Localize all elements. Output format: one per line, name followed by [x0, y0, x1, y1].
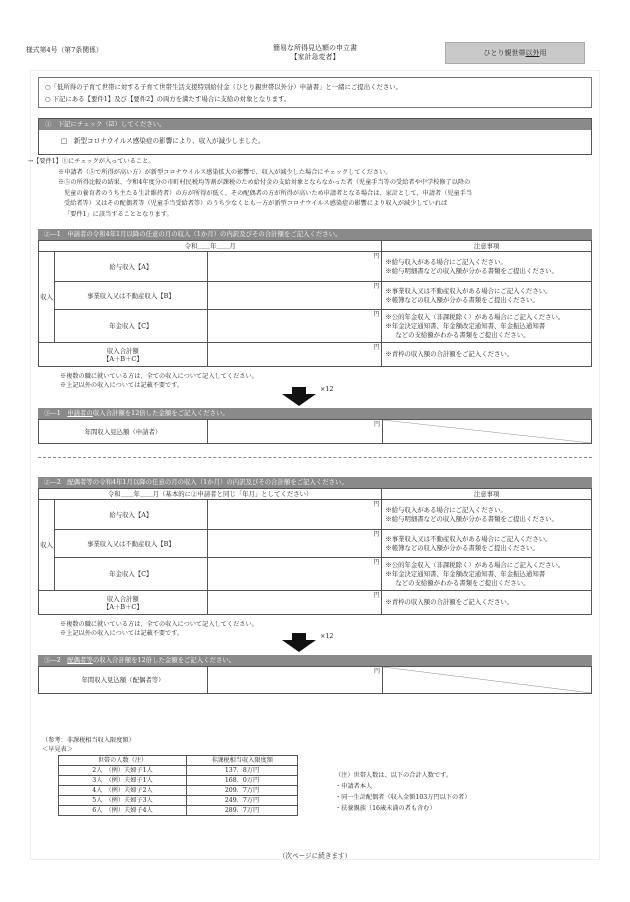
yen-label: 円 [373, 668, 380, 675]
spouse-period: 令和＿＿年＿＿月（基本的に②申請者と同じ「年月」としてください） [39, 489, 382, 500]
yen-label: 円 [373, 501, 380, 508]
section-3-2-header [38, 655, 592, 666]
footnote: ※上記以外の収入については記載不要です。 [60, 382, 184, 389]
yen-label: 円 [373, 559, 380, 566]
intro-line1: ○「低所得の子育て世帯に対する子育て世帯生活支援特別給付金（ひとり親世帯以外分）申請書」と一緒にご提出ください。 [45, 83, 403, 91]
note-line: ※帳簿などの収入額が分かる書類をご提出ください。 [385, 295, 539, 304]
note-line: ※給与明細書などの収入額が分かる書類をご提出ください。 [385, 514, 558, 523]
applicant-salary-input[interactable] [207, 252, 382, 282]
spouse-total-input[interactable] [207, 591, 382, 615]
footnote: ※上記以外の収入については記載不要です。 [60, 630, 184, 637]
total-label-line1: 収入合計額 [106, 594, 139, 603]
applicant-period: 令和＿＿年＿＿月 [39, 241, 382, 252]
applicant-total-input[interactable] [207, 343, 382, 367]
ref-people: 6人 （例）夫婦子4人 [59, 806, 187, 816]
note-line: などの支給額がわかる書類をご提出ください。 [395, 330, 530, 339]
ref-col-header: 世帯の人数（注） [59, 756, 187, 766]
ref-amount: 289．7万円 [187, 806, 298, 816]
diagonal-blank-cell [383, 420, 592, 444]
section-2-1-header: ②―1 申請者の令和4年1月以降の任意の月の収入（1か月）の内訳及びその合計額をご記入ください。 [38, 229, 592, 240]
yen-label: 円 [373, 592, 380, 599]
reference-title-line: （参考：非課税相当収入限度額） [42, 737, 135, 744]
ref-col-header: 非課税相当収入限度額 [187, 756, 298, 766]
spouse-income-table [38, 488, 592, 615]
household-type-tag [445, 42, 585, 64]
header-underline: 申請者の [67, 409, 93, 417]
continued-footer: （次ページに続きます） [278, 852, 352, 860]
req1-line4: 児童の養育者のうち主たる生計維持者）の方が所得が低く、その配偶者の方が所得が高いため申請者となる場合は、家計として、申請者（児童手当 [64, 189, 473, 197]
note-line: ※年金決定通知書、年金額改定通知書、年金振込通知書 [385, 569, 546, 578]
applicant-notes-header: 注意事項 [382, 241, 592, 252]
ref-amount: 209．7万円 [187, 786, 298, 796]
header-prefix: ③―1 [44, 409, 68, 417]
income-limit-table [58, 755, 298, 816]
spouse-annual-table [38, 666, 592, 694]
yen-label: 円 [373, 344, 380, 351]
spouse-salary-input[interactable] [207, 500, 382, 530]
yen-label: 円 [373, 283, 380, 290]
applicant-row-label: 給与収入【A】 [54, 252, 207, 282]
applicant-pension-input[interactable] [207, 310, 382, 343]
spouse-pension-input[interactable] [207, 558, 382, 591]
footnote: ※複数の職に就いている方は、全ての収入について記入してください。 [60, 373, 258, 380]
ref-amount: 137．8万円 [187, 766, 298, 776]
tag-underline: 以外 [525, 49, 540, 57]
footnote: ※複数の職に就いている方は、全ての収入について記入してください。 [60, 621, 258, 628]
spouse-annual-label: 年間収入見込額（配偶者等） [39, 667, 208, 694]
spouse-row-note [382, 530, 592, 558]
total-label-line2: 【A＋B＋C】 [102, 354, 143, 363]
ref-amount: 168．0万円 [187, 776, 298, 786]
note-line: ※給与収入がある場合にご記入ください。 [385, 505, 507, 514]
section-2-2-header: ②―2 配偶者等の令和4年1月以降の任意の月の収入（1か月）の内訳及びその合計額をご記入ください。 [38, 477, 592, 488]
yen-label: 円 [373, 311, 380, 318]
spouse-total-note: ※青枠の収入額の合計額をご記入ください。 [382, 591, 592, 615]
spouse-business-input[interactable] [207, 530, 382, 558]
req1-line6: 「要件1」に該当することとなります。 [64, 210, 173, 218]
spouse-annual-input[interactable] [208, 667, 383, 694]
yen-label: 円 [373, 531, 380, 538]
applicant-annual-input[interactable] [208, 420, 383, 444]
total-label-line2: 【A＋B＋C】 [102, 602, 143, 611]
applicant-row-note [382, 282, 592, 310]
applicant-business-input[interactable] [207, 282, 382, 310]
spouse-income-side-label: 収入 [39, 500, 55, 591]
ref-people: 5人 （例）夫婦子3人 [59, 796, 187, 806]
multiply-12-label: ×12 [320, 632, 334, 640]
header-suffix: 収入合計額を12倍した金額をご記入ください。 [92, 409, 229, 417]
req1-line2: ※申請者（⑤で所得が高い方）が新型コロナウイルス感染拡大の影響で、収入が減少した場合にチェックしてください。 [58, 168, 392, 176]
down-arrow-icon [282, 633, 316, 652]
requirement-1 [28, 157, 598, 220]
note-line: ※公的年金収入（非課税除く）がある場合にご記入ください。 [385, 560, 565, 569]
spouse-row-label: 事業収入又は不動産収入【B】 [54, 530, 207, 558]
section-3-1-header [38, 408, 592, 419]
spouse-row-note [382, 558, 592, 591]
total-label-line1: 収入合計額 [106, 346, 139, 355]
covid-income-checkbox[interactable]: □ 新型コロナウイルス感染症の影響により、収入が減少しました。 [61, 137, 265, 145]
diagonal-blank-cell [383, 667, 592, 694]
applicant-income-table [38, 240, 592, 367]
intro-box [38, 77, 592, 108]
header-underline: 配偶者等 [67, 656, 93, 664]
tag-suffix: 用 [539, 49, 547, 57]
applicant-row-label: 年金収入【C】 [54, 310, 207, 343]
spouse-row-label: 給与収入【A】 [54, 500, 207, 530]
tag-prefix: ひとり親世帯 [483, 49, 526, 57]
spouse-notes-header: 注意事項 [382, 489, 592, 500]
yen-label: 円 [373, 253, 380, 260]
note-line: ※公的年金収入（非課税除く）がある場合にご記入ください。 [385, 312, 565, 321]
note-item: ・扶養親族（16歳未満の者も含む） [335, 805, 436, 812]
header-prefix: ③―2 [44, 656, 68, 664]
note-line: ※事業収入又は不動産収入がある場合にご記入ください。 [385, 534, 552, 543]
reference-subtitle: ＜早見表＞ [42, 746, 73, 753]
spouse-total-label [39, 591, 208, 615]
intro-line2: ○ 下記にある【要件1】及び【要件2】の両方を満たす場合に支給の対象となります。 [45, 95, 291, 103]
note-item: ・同一生計配偶者（収入金額103万円以下の者） [335, 794, 471, 801]
note-line: などの支給額がわかる書類をご提出ください。 [395, 578, 530, 587]
applicant-row-note [382, 252, 592, 282]
applicant-annual-label: 年間収入見込額（申請者） [39, 420, 208, 444]
note-line: ※帳簿などの収入額が分かる書類をご提出ください。 [385, 543, 539, 552]
header-suffix: の収入合計額を12倍した金額をご記入ください。 [92, 656, 236, 664]
section-1 [38, 118, 592, 155]
ref-amount: 249．7万円 [187, 796, 298, 806]
reference-title [42, 736, 135, 754]
form-number: 様式第4号（第7条関係） [26, 46, 103, 54]
note-title: （注）世帯人数は、以下の合計人数です。 [335, 772, 453, 779]
req1-line1: →【要件1】①にチェックが入っていること。 [28, 158, 155, 165]
section-divider [38, 457, 592, 458]
applicant-total-label [39, 343, 208, 367]
ref-people: 2人 （例）夫婦子1人 [59, 766, 187, 776]
applicant-row-label: 事業収入又は不動産収入【B】 [54, 282, 207, 310]
ref-people: 3人 （例）夫婦子1人 [59, 776, 187, 786]
title-line1: 簡易な所得見込額の申立書 [273, 44, 357, 52]
multiply-12-label: ×12 [320, 385, 334, 393]
spouse-row-note [382, 500, 592, 530]
applicant-row-note [382, 310, 592, 343]
note-item: ・申請者本人 [335, 783, 373, 790]
note-line: ※給与収入がある場合にご記入ください。 [385, 257, 507, 266]
applicant-annual-table [38, 419, 592, 444]
req1-line5: 受給者等）又はその配偶者等（児童手当受給者等）のうち少なくとも一方が新型コロナウイルス感染症の影響により収入が減少していれば [64, 200, 448, 207]
yen-label: 円 [373, 421, 380, 428]
ref-people: 4人 （例）夫婦子2人 [59, 786, 187, 796]
household-count-note [335, 770, 471, 814]
down-arrow-icon [282, 387, 316, 406]
note-line: ※給与明細書などの収入額が分かる書類をご提出ください。 [385, 266, 558, 275]
req1-line3: ※⑤の所得比較の結果、令和4年度分の市町村民税均等割が課税のため給付金の支給対象とならなかった者（児童手当等の受給者や中学校修了以降の [58, 179, 471, 186]
section-1-header: ① 下記にチェック（☑）してください。 [39, 119, 591, 130]
title-line2: 【家計急変者】 [290, 53, 340, 62]
applicant-footnotes [60, 372, 258, 390]
note-line: ※年金決定通知書、年金額改定通知書、年金振込通知書 [385, 321, 546, 330]
spouse-row-label: 年金収入【C】 [54, 558, 207, 591]
spouse-footnotes [60, 620, 258, 638]
applicant-income-side-label: 収入 [39, 252, 55, 343]
note-line: ※事業収入又は不動産収入がある場合にご記入ください。 [385, 286, 552, 295]
applicant-total-note: ※青枠の収入額の合計額をご記入ください。 [382, 343, 592, 367]
